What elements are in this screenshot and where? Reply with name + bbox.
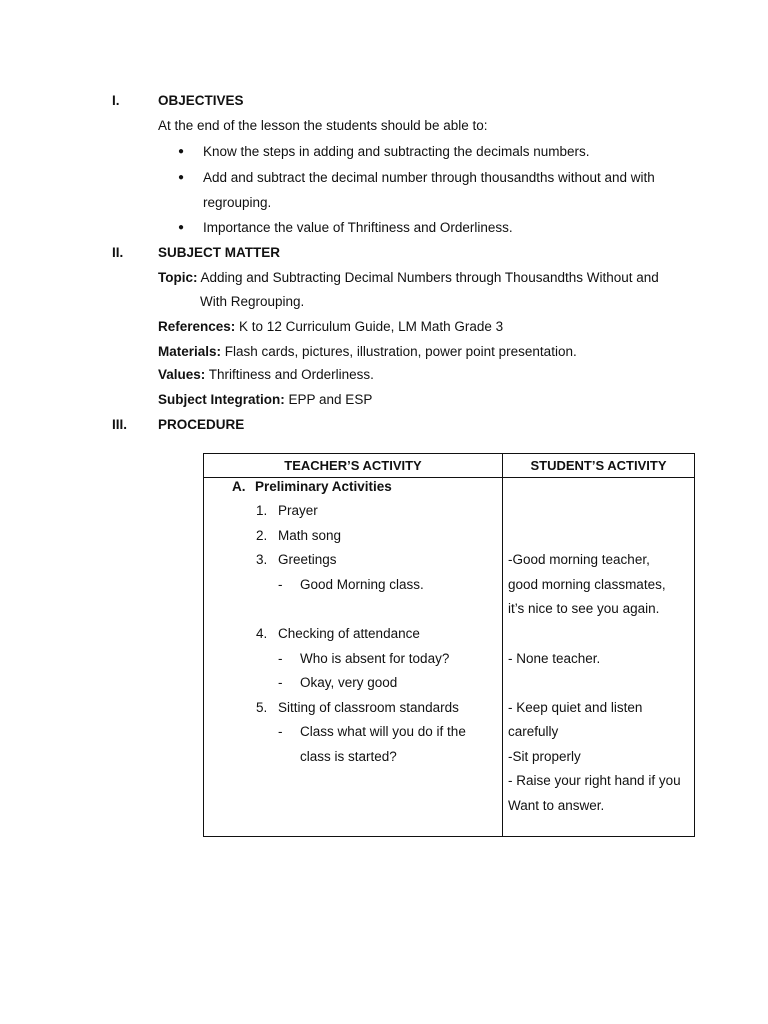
list-subitem: Good Morning class.: [300, 577, 424, 592]
list-item: Prayer: [278, 503, 318, 518]
materials-line: [158, 344, 577, 359]
objective-item-continued: regrouping.: [203, 195, 272, 210]
table-header-row: [204, 454, 695, 478]
list-subitem: Class what will you do if the: [300, 724, 466, 739]
list-item: Greetings: [278, 552, 337, 567]
list-item: Checking of attendance: [278, 626, 420, 641]
objectives-intro: At the end of the lesson the students should be able to:: [158, 118, 488, 133]
integration-label: Subject Integration:: [158, 392, 285, 407]
list-item-number: 5.: [256, 700, 268, 715]
section-title-objectives: OBJECTIVES: [158, 93, 244, 108]
student-response: Want to answer.: [508, 798, 605, 813]
values-value: Thriftiness and Orderliness.: [205, 367, 374, 382]
section-number-procedure: III.: [112, 417, 128, 432]
teacher-activity-cell: [204, 478, 503, 837]
materials-value: Flash cards, pictures, illustration, power point presentation.: [221, 344, 577, 359]
topic-label: Topic:: [158, 270, 198, 285]
student-response: -Sit properly: [508, 749, 581, 764]
student-activity-cell: [503, 478, 695, 837]
list-subitem: Who is absent for today?: [300, 651, 450, 666]
section-number-objectives: I.: [112, 93, 120, 108]
list-item-number: 1.: [256, 503, 268, 518]
bullet-icon: ●: [178, 222, 185, 233]
procedure-table: [203, 453, 695, 837]
references-line: [158, 319, 503, 334]
topic-line: [158, 270, 659, 285]
objective-item: Know the steps in adding and subtracting the decimals numbers.: [203, 144, 590, 159]
list-item-dash: -: [278, 577, 283, 592]
list-subitem-continued: class is started?: [300, 749, 397, 764]
list-item: Math song: [278, 528, 342, 543]
values-label: Values:: [158, 367, 206, 382]
values-line: [158, 367, 374, 382]
materials-label: Materials:: [158, 344, 222, 359]
student-response: good morning classmates,: [508, 577, 666, 592]
student-response: - Raise your right hand if you: [508, 773, 681, 788]
integration-value: EPP and ESP: [284, 392, 373, 407]
student-response: - None teacher.: [508, 651, 601, 666]
list-subitem: Okay, very good: [300, 675, 398, 690]
student-response: it’s nice to see you again.: [508, 601, 660, 616]
teacher-activity-header: TEACHER’S ACTIVITY: [204, 454, 503, 478]
bullet-icon: ●: [178, 172, 185, 183]
section-title-subject-matter: SUBJECT MATTER: [158, 245, 281, 260]
objective-item: Add and subtract the decimal number through thousandths without and with: [203, 170, 655, 185]
student-response: -Good morning teacher,: [508, 552, 650, 567]
activity-heading: Preliminary Activities: [255, 479, 392, 494]
list-item: Sitting of classroom standards: [278, 700, 459, 715]
bullet-icon: ●: [178, 146, 185, 157]
list-item-dash: -: [278, 675, 283, 690]
list-item-number: 3.: [256, 552, 268, 567]
list-item-number: 4.: [256, 626, 268, 641]
table-row: [204, 478, 695, 837]
activity-heading-letter: A.: [232, 479, 246, 494]
objective-item: Importance the value of Thriftiness and Orderliness.: [203, 220, 513, 235]
section-title-procedure: PROCEDURE: [158, 417, 245, 432]
list-item-dash: -: [278, 724, 283, 739]
references-value: K to 12 Curriculum Guide, LM Math Grade 3: [235, 319, 504, 334]
list-item-number: 2.: [256, 528, 268, 543]
references-label: References:: [158, 319, 236, 334]
topic-continued: With Regrouping.: [200, 294, 305, 309]
student-activity-header: STUDENT’S ACTIVITY: [503, 454, 695, 478]
list-item-dash: -: [278, 651, 283, 666]
topic-value: Adding and Subtracting Decimal Numbers through Thousandths Without and: [197, 270, 659, 285]
student-response: - Keep quiet and listen: [508, 700, 643, 715]
student-response: carefully: [508, 724, 559, 739]
integration-line: [158, 392, 372, 407]
section-number-subject-matter: II.: [112, 245, 124, 260]
